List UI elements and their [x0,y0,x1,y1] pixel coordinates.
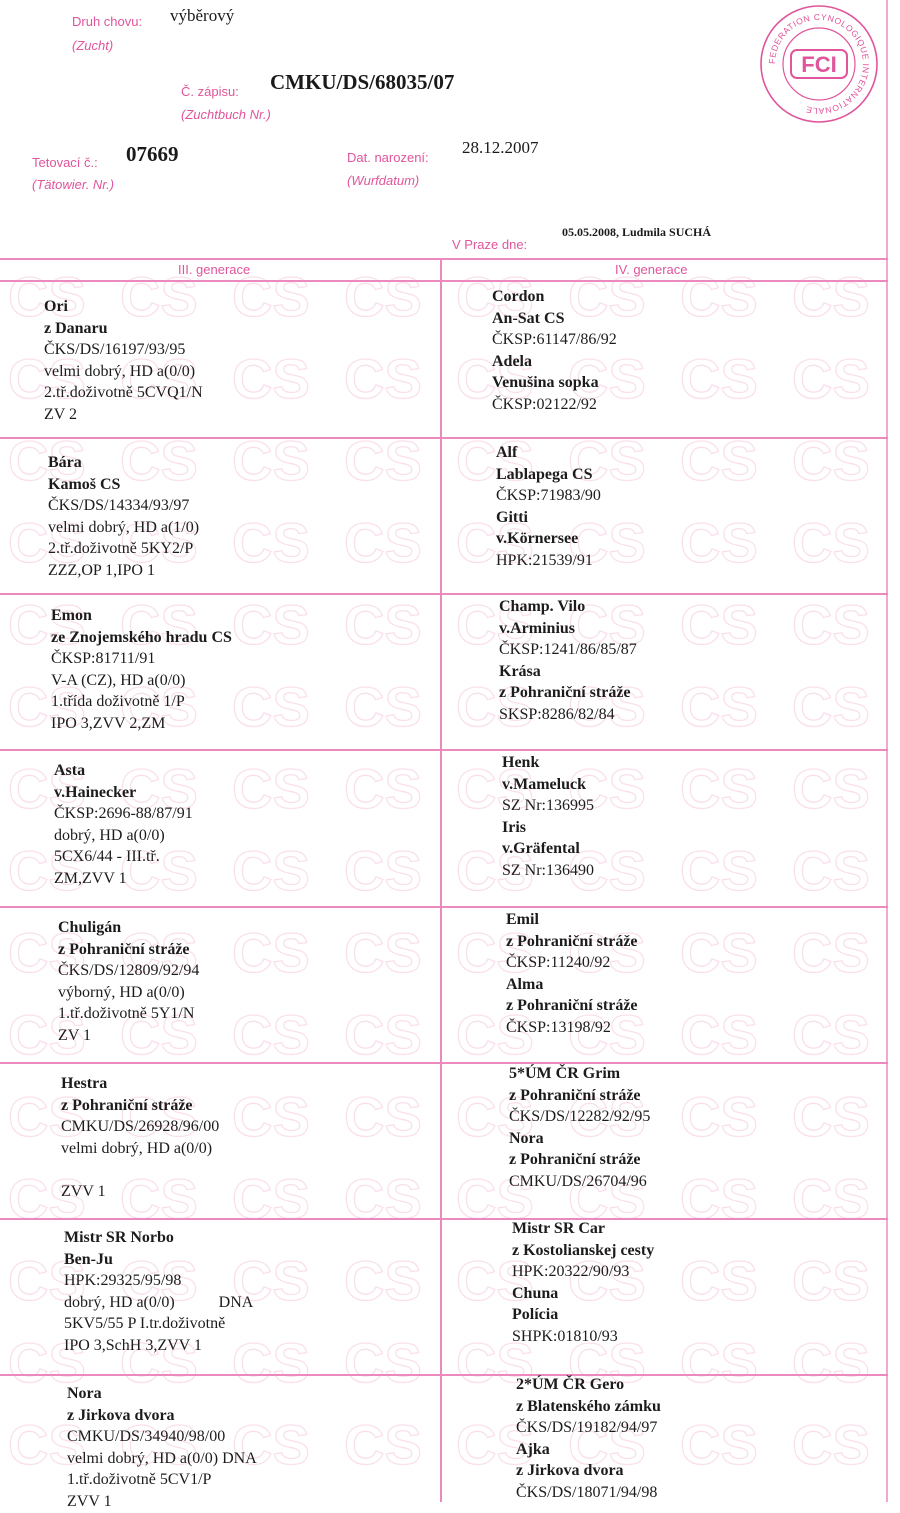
place-date-signature: 05.05.2008, Ludmila SUCHÁ [562,225,712,239]
dog-breeding-class: 5CX6/44 - III.tř. [54,848,160,866]
gen4-entry-7 [512,1218,654,1348]
place-label: V Praze dne: [452,237,528,252]
sire-registry: SZ Nr:136995 [502,797,594,815]
dog-kennel: z Danaru [44,319,108,337]
dog-kennel: v.Hainecker [54,783,137,801]
dam-registry: SKSP:8286/82/84 [499,705,615,723]
dog-exams: ZV 2 [44,405,78,423]
sire-kennel: z Blatenského zámku [516,1397,661,1415]
sire-kennel: v.Arminius [499,619,576,637]
gen3-entry-5 [58,917,199,1047]
breed-type-label: Druh chovu: [72,14,143,29]
sire-kennel: v.Mameluck [502,775,586,793]
dog-registry: CMKU/DS/26928/96/00 [61,1118,220,1136]
dog-exams: ZM,ZVV 1 [54,869,127,887]
sire-registry: ČKS/DS/12282/92/95 [509,1108,651,1126]
dog-name: Chuligán [58,919,122,936]
dam-kennel: z Pohraniční stráže [499,684,631,702]
grid-line [0,258,888,260]
sire-registry: ČKSP:71983/90 [496,487,601,505]
gen3-entry-4 [54,760,193,890]
dam-kennel: v.Gräfental [502,840,580,858]
dog-rating-row [64,1292,253,1314]
gen4-entry-2 [496,442,601,572]
dam-name: Ajka [516,1440,550,1458]
sire-kennel: z Pohraniční stráže [506,932,638,950]
dog-rating: velmi dobrý, HD a(0/0) [44,362,196,380]
gen4-entry-8 [516,1374,661,1504]
sire-name: Cordon [492,288,545,305]
dog-breeding-class: 1.třída doživotně 1/P [51,693,185,711]
dog-name: Nora [67,1385,102,1402]
sire-name: 5*ÚM ČR Grim [509,1065,621,1082]
dog-rating: velmi dobrý, HD a(1/0) [48,518,200,536]
gen3-entry-6 [61,1073,219,1203]
gen3-entry-3 [51,605,232,735]
dam-registry: SZ Nr:136490 [502,861,594,879]
grid-line [0,437,888,439]
dam-kennel: Venušina sopka [492,374,599,392]
dog-exams: ZVV 1 [67,1492,112,1510]
dam-registry: ČKSP:13198/92 [506,1018,611,1036]
dam-registry: ČKS/DS/18071/94/98 [516,1483,658,1501]
sire-kennel: An-Sat CS [492,309,565,327]
dam-name: Gitti [496,508,528,526]
sire-name: Alf [496,444,518,461]
dog-registry: ČKSP:2696-88/87/91 [54,805,193,823]
dog-breeding-class: 2.tř.doživotně 5KY2/P [48,540,194,558]
column-divider [440,258,442,1502]
birth-label: Dat. narození: [347,150,429,165]
dog-exams: ZVV 1 [61,1182,106,1200]
sire-name: Henk [502,754,540,771]
dog-name: Ori [44,298,68,315]
dam-name: Nora [509,1129,544,1147]
dog-registry: ČKS/DS/16197/93/95 [44,341,186,359]
dog-exams: IPO 3,ZVV 2,ZM [51,714,166,732]
registry-label-de: (Zuchtbuch Nr.) [181,107,271,122]
gen3-entry-2 [48,452,199,582]
sire-kennel: z Pohraniční stráže [509,1086,641,1104]
breed-type-label-de: (Zucht) [72,38,114,53]
sire-name: Champ. Vilo [499,598,586,615]
dam-kennel: Polícia [512,1306,559,1324]
fci-seal [757,2,881,126]
gen4-header: IV. generace [615,262,688,277]
sire-registry: ČKSP:1241/86/85/87 [499,641,637,659]
gen3-header: III. generace [178,262,251,277]
dog-breeding-class: 1.tř.doživotně 5CV1/P [67,1471,212,1489]
dna-mark: DNA [218,1293,254,1311]
sire-name: Emil [506,911,539,928]
dam-registry: ČKSP:02122/92 [492,395,597,413]
dog-rating: dobrý, HD a(0/0) [64,1293,175,1311]
dam-kennel: z Pohraniční stráže [509,1151,641,1169]
dog-breeding-class: 1.tř.doživotně 5Y1/N [58,1005,195,1023]
dog-name: Asta [54,762,86,779]
dog-name: Mistr SR Norbo [64,1229,174,1246]
dam-name: Alma [506,975,544,993]
gen4-entry-3 [499,596,637,726]
gen4-entry-5 [506,909,638,1039]
birth-label-de: (Wurfdatum) [347,173,420,188]
dog-exams: IPO 3,SchH 3,ZVV 1 [64,1336,202,1354]
dam-name: Iris [502,818,526,836]
grid-line [0,1374,888,1376]
dog-exams: ZV 1 [58,1026,92,1044]
dog-kennel: z Pohraniční stráže [61,1096,193,1114]
grid-line [0,280,888,282]
right-border-line [886,0,888,1502]
sire-name: 2*ÚM ČR Gero [516,1376,625,1393]
dam-registry: SHPK:01810/93 [512,1327,618,1345]
dog-kennel: ze Znojemského hradu CS [51,628,232,646]
dog-registry: ČKSP:81711/91 [51,650,156,668]
dog-breeding-class: 2.tř.doživotně 5CVQ1/N [44,384,203,402]
sire-registry: HPK:20322/90/93 [512,1263,630,1281]
dog-breeding-class [61,1159,219,1181]
dam-kennel: v.Körnersee [496,530,579,548]
dog-kennel: Kamoš CS [48,475,121,493]
dog-registry: ČKS/DS/14334/93/97 [48,497,190,515]
dog-registry: HPK:29325/95/98 [64,1272,182,1290]
dam-registry: HPK:21539/91 [496,551,593,569]
tattoo-value: 07669 [126,142,179,166]
dog-kennel: z Jirkova dvora [67,1406,175,1424]
dam-name: Chuna [512,1284,559,1302]
dog-kennel: z Pohraniční stráže [58,940,190,958]
dog-name: Emon [51,607,92,624]
gen3-entry-1 [44,296,203,426]
grid-line [0,749,888,751]
dog-name: Hestra [61,1075,108,1092]
dog-breeding-class: 5KV5/55 P I.tr.doživotně [64,1315,226,1333]
sire-registry: ČKSP:11240/92 [506,954,611,972]
gen4-entry-1 [492,286,617,416]
grid-line [0,1218,888,1220]
registry-label: Č. zápisu: [181,84,239,99]
dog-registry: CMKU/DS/34940/98/00 [67,1428,226,1446]
grid-line [0,1062,888,1064]
sire-name: Mistr SR Car [512,1220,606,1237]
dog-rating: výborný, HD a(0/0) [58,983,185,1001]
gen3-entry-7 [64,1227,253,1357]
dog-name: Bára [48,454,82,471]
dog-kennel: Ben-Ju [64,1250,113,1268]
dog-registry: ČKS/DS/12809/92/94 [58,962,200,980]
tattoo-label: Tetovací č.: [32,155,98,170]
fci-seal-text: FCI [801,52,837,77]
gen3-entry-8 [67,1383,257,1513]
registry-value: CMKU/DS/68035/07 [270,70,455,94]
gen4-entry-4 [502,752,594,882]
dam-name: Adela [492,352,532,370]
birth-value: 28.12.2007 [462,138,539,157]
grid-line [0,906,888,908]
dog-rating: velmi dobrý, HD a(0/0) [61,1139,213,1157]
breed-type-value: výběrový [170,6,235,25]
dog-exams: ZZZ,OP 1,IPO 1 [48,561,155,579]
sire-registry: ČKSP:61147/86/92 [492,331,617,349]
gen4-entry-6 [509,1063,650,1193]
dam-kennel: z Pohraniční stráže [506,997,638,1015]
dam-registry: CMKU/DS/26704/96 [509,1172,647,1190]
dog-rating: velmi dobrý, HD a(0/0) DNA [67,1449,257,1467]
sire-kennel: Lablapega CS [496,465,593,483]
fci-seal-ring-text: FEDERATION CYNOLOGIQUE INTERNATIONALE [766,11,872,117]
dam-name: Krása [499,662,541,680]
grid-line [0,593,888,595]
dog-rating: V-A (CZ), HD a(0/0) [51,671,186,689]
dam-kennel: z Jirkova dvora [516,1462,624,1480]
sire-kennel: z Kostolianskej cesty [512,1241,655,1259]
sire-registry: ČKS/DS/19182/94/97 [516,1419,658,1437]
tattoo-label-de: (Tätowier. Nr.) [32,177,115,192]
dog-rating: dobrý, HD a(0/0) [54,826,165,844]
